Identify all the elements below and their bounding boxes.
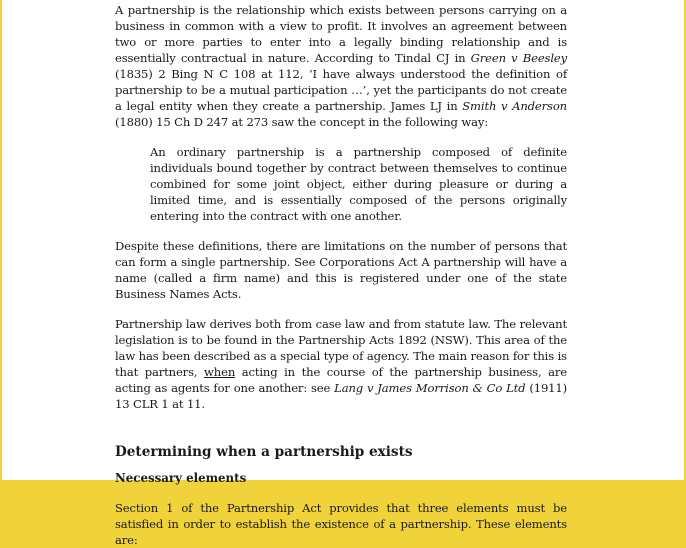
subsection-heading: Necessary elements [115,471,247,485]
document-body [115,2,567,548]
text: (1911) 13 CLR 1 at 11. [115,381,568,411]
paragraph-limitations: Despite these definitions, there are limitations on the number of persons that can form a single partnership. See Corporations Act A partnership will have a name (called a firm name) and this is registered under one of the state Business Names Acts. [115,239,567,301]
case-citation: Green v Beesley [470,51,567,65]
block-quote: An ordinary partnership is a partnership composed of definite individuals bound together by contract between themselves to continue combined for some joint object, either during pleasure or during a limited time, and is essentially composed of the persons originally entering into the contract with one another. [150,145,567,223]
text: A partnership is the relationship which exists between persons carrying on a business in common with a view to profit. It involves an agreement between two or more parties to enter into a legally binding relationship and is essentially contractual in nature. According to Tindal CJ in [115,3,567,65]
text: (1835) 2 Bing N C 108 at 112, ‘I have always understood the definition of partnership to be a mutual participation …’, yet the participants do not create a legal entity when they create a partnership. James LJ in [115,67,567,113]
case-citation: Smith v Anderson [462,99,567,113]
paragraph-partnership-law [115,316,567,412]
case-citation: Lang v James Morrison & Co Ltd [334,381,526,395]
paragraph-elements: Section 1 of the Partnership Act provides that three elements must be satisfied in order to establish the existence of a partnership. These elements are: [115,501,567,547]
text: Partnership law derives both from case law and from statute law. The relevant legislation is to be found in the Partnership Acts 1892 (NSW). This area of the law has been described as a special type of agency. The main reason for this is that partners, [115,317,567,379]
underlined-text: when [204,365,236,379]
text: (1880) 15 Ch D 247 at 273 saw the concept in the following way: [115,115,489,129]
text: acting in the course of the partnership business, are acting as agents for one another: see [115,365,567,395]
paragraph-partnership-definition [115,2,567,130]
document-page [2,0,684,547]
section-heading: Determining when a partnership exists [115,444,413,460]
